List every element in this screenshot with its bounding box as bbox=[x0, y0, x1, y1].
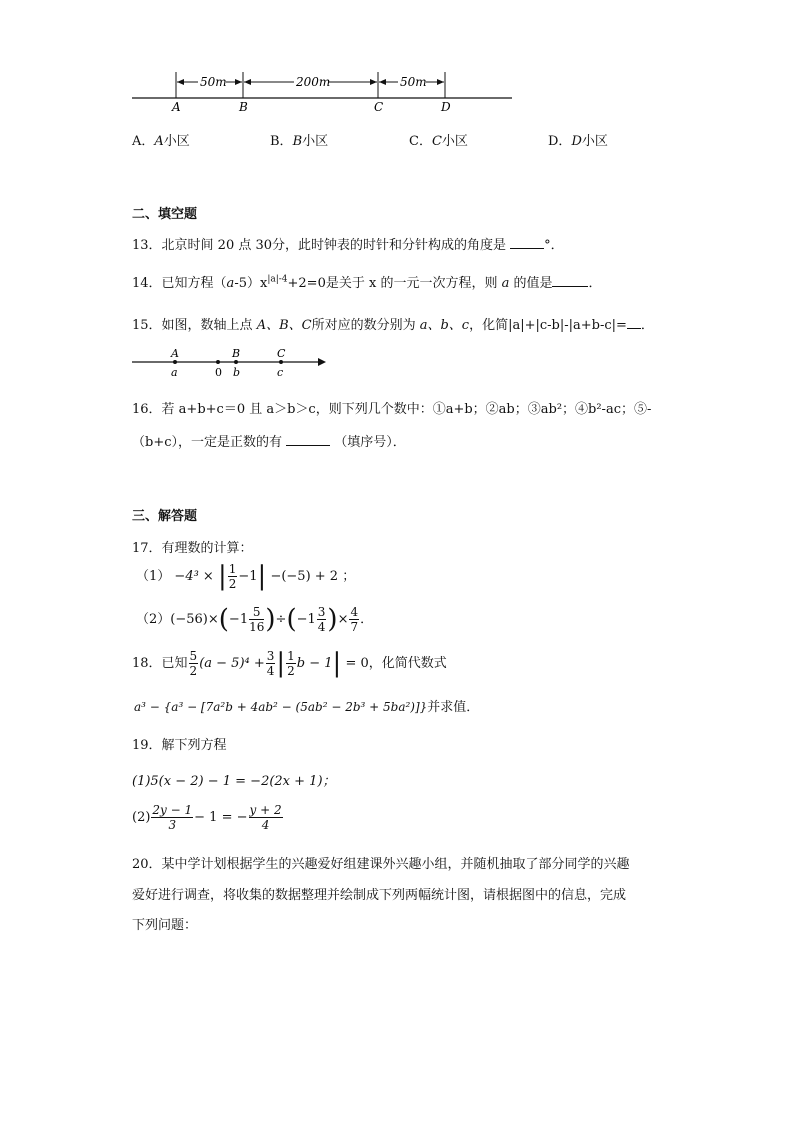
question-13: 13．北京时间 20 点 30分，此时钟表的时针和分针构成的角度是 °． bbox=[132, 238, 564, 253]
question-19-title: 19．解下列方程 bbox=[132, 738, 227, 753]
point-d-label: D bbox=[441, 100, 451, 114]
question-14: 14．已知方程$(a-5)x^{|a|-4}+2=0$是关于 x 的一元一次方程，则 a 的值是 ． bbox=[132, 274, 602, 291]
question-20-line1: 20．某中学计划根据学生的兴趣爱好组建课外兴趣小组，并随机抽取了部分同学的兴趣 bbox=[132, 857, 630, 872]
answer-blank bbox=[552, 286, 588, 287]
axis-value-b: b bbox=[233, 366, 241, 379]
fraction: $\frac{3}{4}$ bbox=[317, 605, 326, 634]
q12-option-a: A．A小区 bbox=[132, 134, 190, 149]
question-17-title: 17．有理数的计算： bbox=[132, 541, 253, 556]
fraction: $\frac{4}{7}$ bbox=[350, 605, 359, 634]
question-16-line2: （b+c），一定是正数的有 （填序号）． bbox=[132, 435, 406, 450]
answer-blank bbox=[627, 328, 641, 329]
fraction: $\frac{5}{16}$ bbox=[249, 605, 265, 634]
axis-value-c: c bbox=[277, 366, 284, 379]
seg3-label: 50m bbox=[400, 75, 427, 89]
number-line-figure bbox=[130, 344, 330, 380]
question-16-line1: 16．若 a+b+c＝0 且 a＞b＞c，则下列几个数中：①a+b；②ab；③ab²；④b²-ac；⑤- bbox=[132, 402, 652, 417]
fraction: $\frac{5}{2}$ bbox=[189, 649, 198, 678]
seg1-label: 50m bbox=[200, 75, 227, 89]
axis-label-B: B bbox=[232, 347, 241, 360]
fraction: $\frac{1}{2}$ bbox=[228, 562, 237, 591]
question-18-line2: a³ − {a³ − [7a²b + 4ab² − (5ab² − 2b³ + 5ba²)]}并求值． bbox=[134, 700, 480, 715]
q12-option-b: B．B小区 bbox=[270, 134, 329, 149]
point-b-label: B bbox=[239, 100, 248, 114]
fraction: $\frac{1}{2}$ bbox=[287, 649, 295, 678]
question-20-line3: 下列问题： bbox=[132, 918, 198, 933]
section2-title: 二、填空题 bbox=[132, 207, 198, 222]
question-15: 15．如图，数轴上点 A、B、C所对应的数分别为 a、b、c，化简|a|+|c-b|-|a+b-c|= ． bbox=[132, 318, 654, 333]
question-17-part1: （1） −4³ × | $\frac{1}{2}$ −1| −(−5) + 2 ； bbox=[136, 561, 356, 592]
fraction: $\frac{2y - 1}{3}$ bbox=[152, 803, 193, 832]
point-c-label: C bbox=[374, 100, 384, 114]
fraction: $\frac{3}{4}$ bbox=[266, 649, 275, 678]
point-a-label: A bbox=[172, 100, 181, 114]
q12-option-d: D．D小区 bbox=[548, 134, 608, 149]
fraction: $\frac{y + 2}{4}$ bbox=[249, 803, 282, 832]
section3-title: 三、解答题 bbox=[132, 509, 198, 524]
distance-figure bbox=[130, 62, 520, 114]
question-18-line1: 18．已知 $\frac{5}{2}$ (a − 5)⁴ + $\frac{3}{4}$ | $\frac{1}{2}$ b − 1| = 0，化简代数式 bbox=[132, 648, 447, 679]
question-17-part2: （2）(−56)×(−1 $\frac{5}{16}$ )÷(−1 $\frac{3}{4}$ )× $\frac{4}{7}$ ． bbox=[136, 604, 374, 635]
question-19-part1: (1)5(x − 2) − 1 = −2(2x + 1)； bbox=[132, 774, 336, 789]
q12-option-c: C．C小区 bbox=[409, 134, 468, 149]
question-20-line2: 爱好进行调查，将收集的数据整理并绘制成下列两幅统计图，请根据图中的信息，完成 bbox=[132, 888, 627, 903]
axis-label-C: C bbox=[277, 347, 286, 360]
axis-value-zero: 0 bbox=[215, 366, 222, 379]
answer-blank bbox=[286, 445, 330, 446]
question-19-part2: (2) $\frac{2y - 1}{3}$ − 1 = − $\frac{y + 2}{4}$ bbox=[132, 803, 282, 832]
axis-label-A: A bbox=[171, 347, 179, 360]
axis-value-a: a bbox=[171, 366, 178, 379]
answer-blank bbox=[510, 248, 544, 249]
seg2-label: 200m bbox=[296, 75, 331, 89]
